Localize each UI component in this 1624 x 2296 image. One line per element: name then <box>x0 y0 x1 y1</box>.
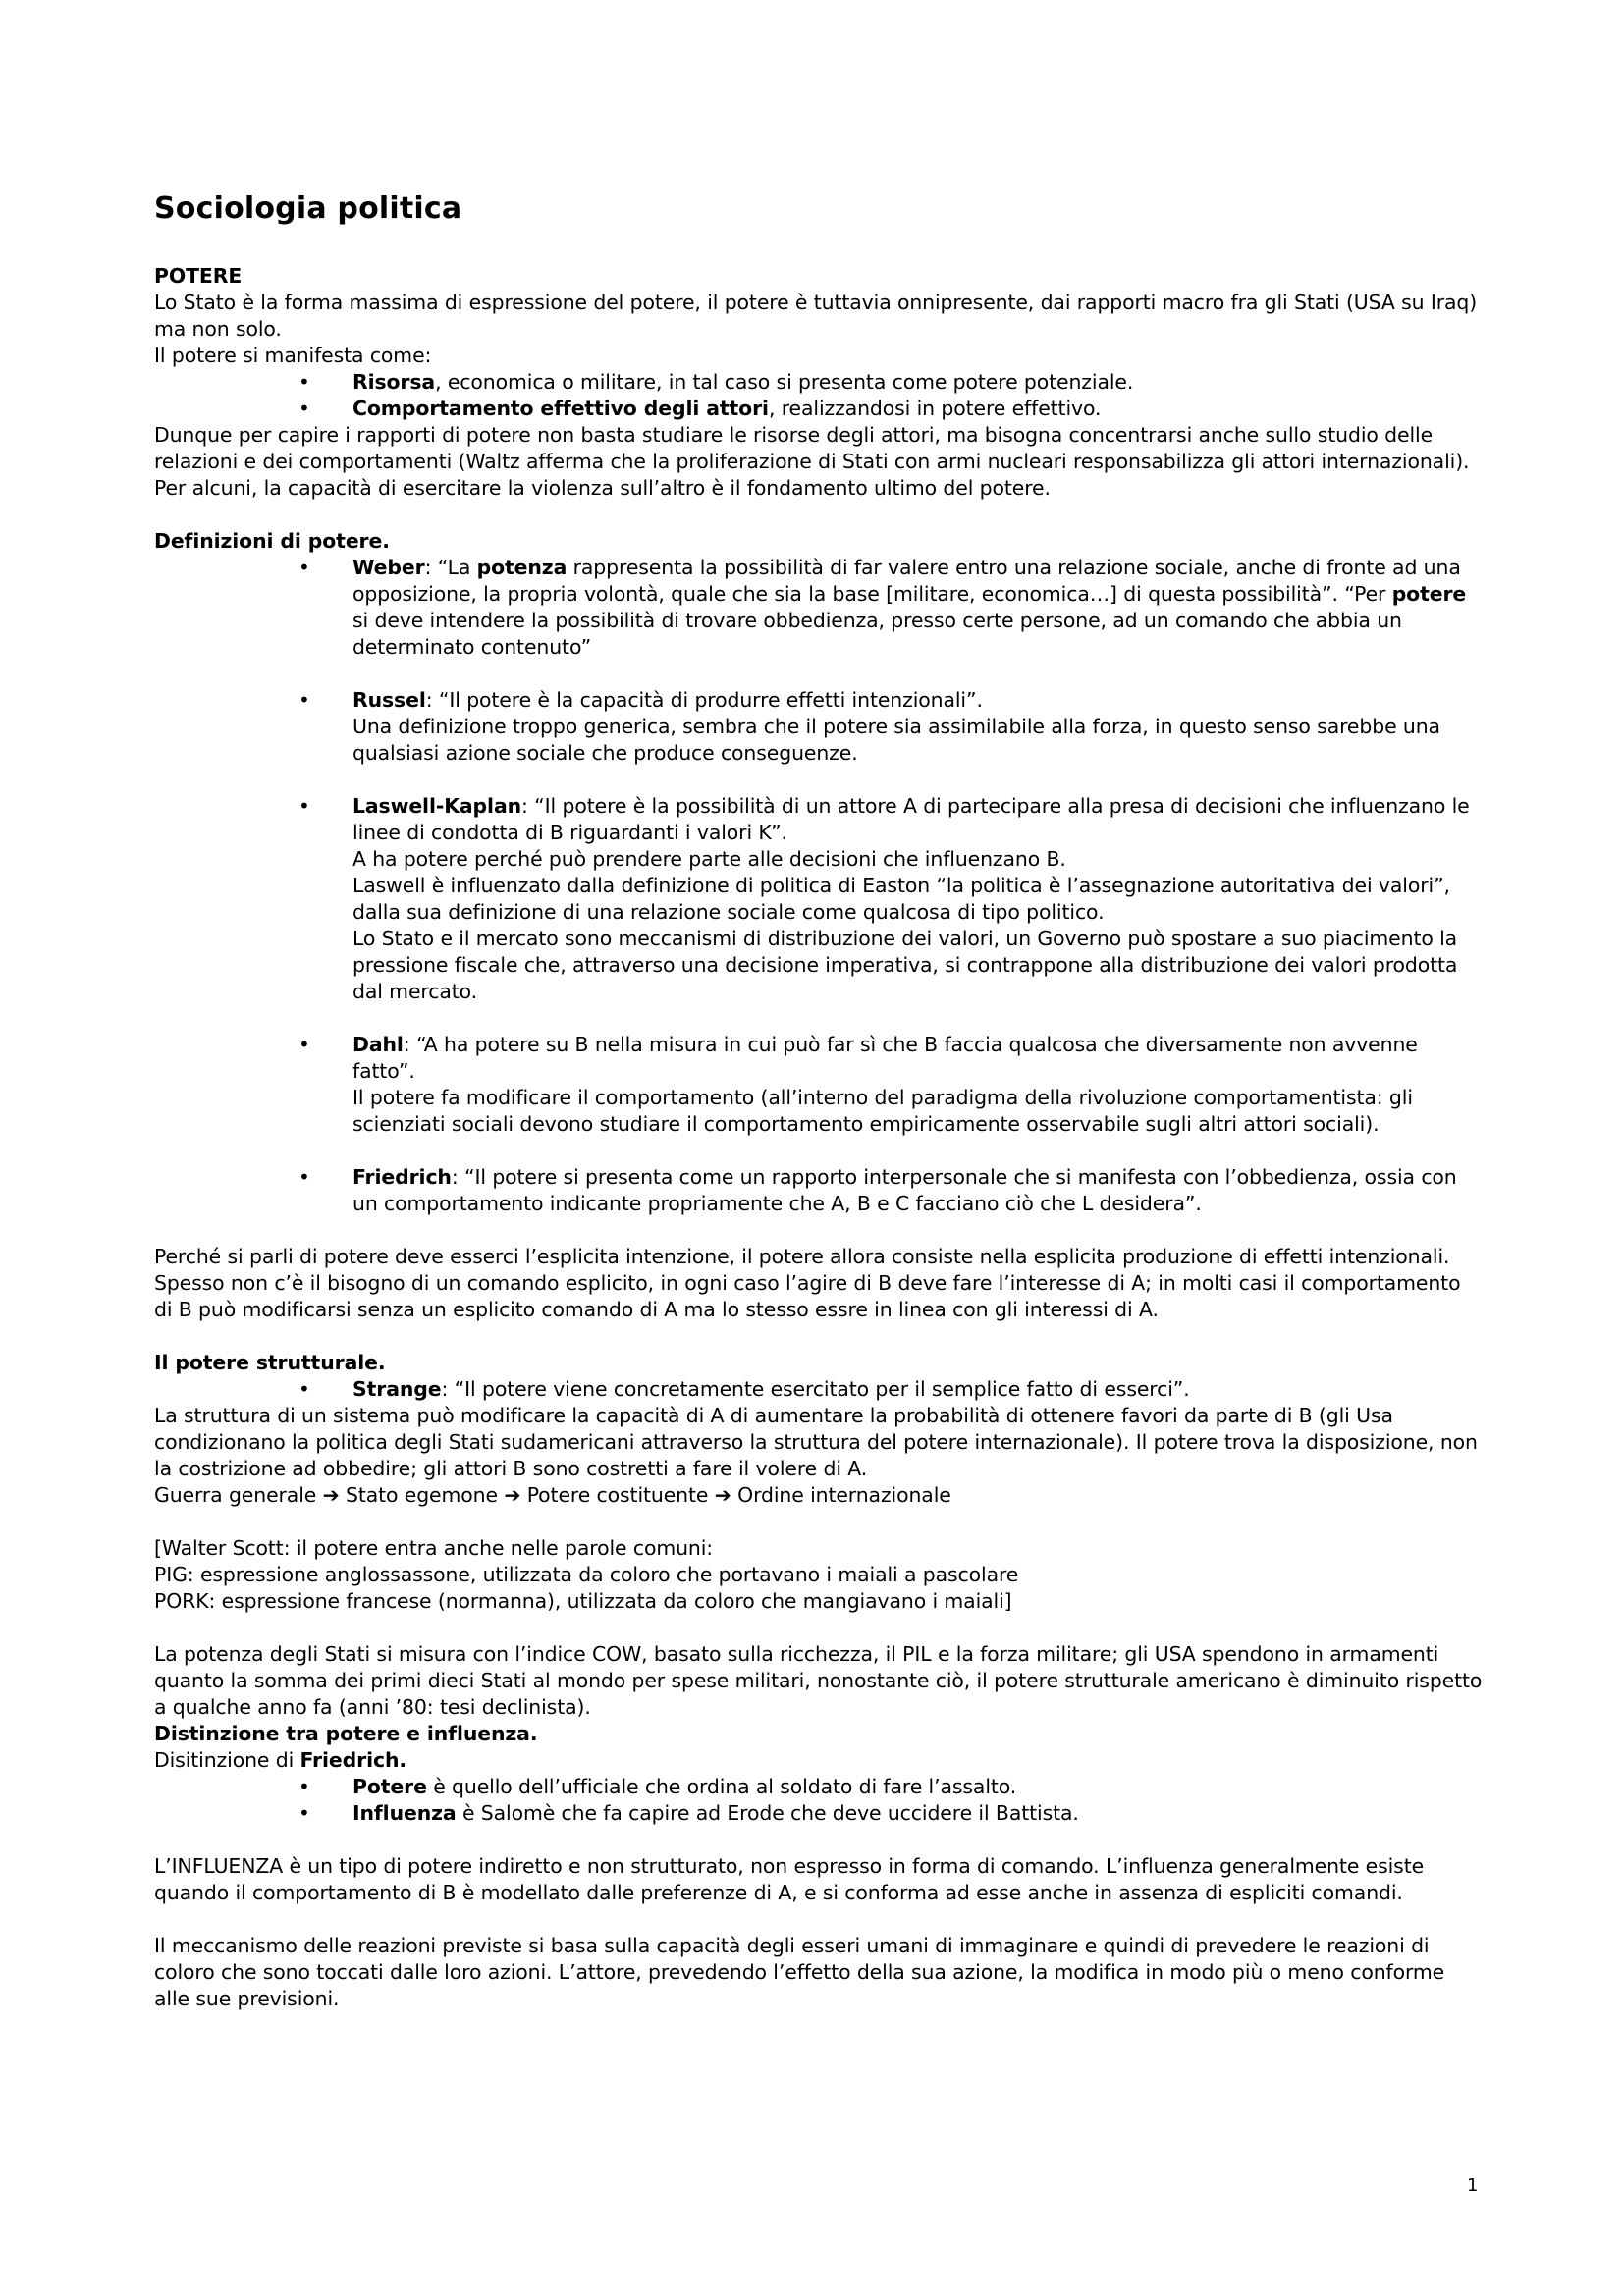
bullet-text: , realizzandosi in potere effettivo. <box>768 397 1102 420</box>
bullet-keyword: Comportamento effettivo degli attori <box>352 397 769 420</box>
list-item <box>154 396 1485 422</box>
bullet-text: è quello dell’ufficiale che ordina al soldato di fare l’assalto. <box>426 1775 1017 1798</box>
author-name: Strange <box>352 1377 442 1401</box>
paragraph: Il meccanismo delle reazioni previste si basa sulla capacità degli esseri umani di immaginare e quindi di prevedere le reazioni di coloro che sono toccati dalle loro azioni. L’attore, prevedendo l’effetto della sua azione, la modifica in modo più o meno conforme alle sue previsioni. <box>154 1934 1445 2010</box>
definition-text: : “A ha potere su B nella misura in cui può far sì che B faccia qualcosa che diversamente non avvenne fatto”. <box>352 1033 1418 1083</box>
definition-keyword: potenza <box>476 556 568 579</box>
definition-keyword: potere <box>1391 582 1467 606</box>
definition-note: Laswell è influenzato dalla definizione di politica di Easton “la politica è l’assegnazione autoritativa dei valori”, dalla sua definizione di una relazione sociale come qualcosa di tipo politico. <box>352 874 1450 924</box>
definition-friedrich <box>154 1164 1485 1217</box>
chain-step: Guerra generale <box>154 1483 317 1507</box>
author-name: Russel <box>352 688 426 712</box>
list-item <box>154 369 1485 396</box>
arrow-right-icon: ➔ <box>714 1483 731 1507</box>
list-item <box>154 1774 1485 1800</box>
author-name: Friedrich. <box>299 1748 407 1772</box>
definition-text: si deve intendere la possibilità di trovare obbedienza, presso certe persone, ad un comando che abbia un determinato contenuto” <box>352 609 1402 659</box>
definition-text: : “Il potere si presenta come un rapporto interpersonale che si manifesta con l’obbedienza, ossia con un comportamento indicante propriamente che A, B e C facciano ciò che L desidera”. <box>352 1165 1457 1215</box>
document-body <box>154 263 1485 2012</box>
definition-text: : “Il potere è la possibilità di un attore A di partecipare alla presa di decisioni che influenzano le linee di condotta di B riguardanti i valori K”. <box>352 794 1470 844</box>
bullet-keyword: Influenza <box>352 1801 457 1825</box>
definition-dahl <box>154 1032 1485 1138</box>
chain-step: Ordine internazionale <box>737 1483 951 1507</box>
definition-text: : “Il potere è la capacità di produrre effetti intenzionali”. <box>425 688 983 712</box>
author-name: Dahl <box>352 1033 404 1056</box>
paragraph: Per alcuni, la capacità di esercitare la violenza sull’altro è il fondamento ultimo del potere. <box>154 476 1051 500</box>
section-heading-distinzione: Distinzione tra potere e influenza. <box>154 1722 538 1745</box>
paragraph: Dunque per capire i rapporti di potere non basta studiare le risorse degli attori, ma bisogna concentrarsi anche sullo studio delle relazioni e dei comportamenti (Waltz afferma che la proliferazione di Stati con armi nucleari responsabilizza gli attori internazionali). <box>154 423 1470 473</box>
author-name: Friedrich <box>352 1165 452 1189</box>
list-item <box>154 1800 1485 1827</box>
paragraph: L’INFLUENZA è un tipo di potere indiretto e non strutturato, non espresso in forma di comando. L’influenza generalmente esiste quando il comportamento di B è modellato dalle preferenze di A, e si conforma ad esse anche in assenza di espliciti comandi. <box>154 1854 1425 1904</box>
bullet-list-distinzione <box>154 1774 1485 1827</box>
causal-chain <box>154 1482 1485 1509</box>
author-name: Laswell-Kaplan <box>352 794 522 818</box>
section-heading-potere: POTERE <box>154 264 243 288</box>
paragraph: Perché si parli di potere deve esserci l’esplicita intenzione, il potere allora consiste nella esplicita produzione di effetti intenzionali. <box>154 1245 1450 1268</box>
paragraph: Lo Stato è la forma massima di espressione del potere, il potere è tuttavia onnipresente, dai rapporti macro fra gli Stati (USA su Iraq) ma non solo. <box>154 291 1478 341</box>
chain-step: Potere costituente <box>526 1483 709 1507</box>
page-number: 1 <box>1467 2175 1479 2196</box>
paragraph: PIG: espressione anglossassone, utilizzata da coloro che portavano i maiali a pascolare <box>154 1563 1019 1586</box>
definition-text: : “Il potere viene concretamente esercitato per il semplice fatto di esserci”. <box>441 1377 1190 1401</box>
definition-note: Lo Stato e il mercato sono meccanismi di distribuzione dei valori, un Governo può spostare a suo piacimento la pressione fiscale che, attraverso una decisione imperativa, si contrappone alla distribuzione dei valori prodotta dal mercato. <box>352 927 1458 1003</box>
definition-weber <box>154 555 1485 661</box>
arrow-right-icon: ➔ <box>504 1483 521 1507</box>
paragraph: PORK: espressione francese (normanna), utilizzata da coloro che mangiavano i maiali] <box>154 1589 1012 1613</box>
bullet-text: è Salomè che fa capire ad Erode che deve uccidere il Battista. <box>456 1801 1079 1825</box>
subheading <box>154 1747 1485 1774</box>
paragraph: La struttura di un sistema può modificare la capacità di A di aumentare la probabilità di ottenere favori da parte di B (gli Usa condizionano la politica degli Stati sudamericani attraverso la struttura del potere internazionale). Il potere trova la disposizione, non la costrizione ad obbedire; gli attori B sono costretti a fare il volere di A. <box>154 1404 1478 1480</box>
arrow-right-icon: ➔ <box>322 1483 340 1507</box>
definition-laswell-kaplan <box>154 793 1485 1005</box>
definition-note: A ha potere perché può prendere parte alle decisioni che influenzano B. <box>352 847 1066 871</box>
chain-step: Stato egemone <box>345 1483 498 1507</box>
bullet-list-strange <box>154 1376 1485 1403</box>
bullet-text: , economica o militare, in tal caso si presenta come potere potenziale. <box>435 370 1134 394</box>
definition-text: : “La <box>424 556 477 579</box>
paragraph: [Walter Scott: il potere entra anche nelle parole comuni: <box>154 1536 714 1560</box>
definition-note: Il potere fa modificare il comportamento (all’interno del paradigma della rivoluzione comportamentista: gli scienziati sociali devono studiare il comportamento empiricamente osservabile sugli altri attori sociali). <box>352 1086 1413 1136</box>
definition-russel <box>154 687 1485 767</box>
subheading-text: Disitinzione di <box>154 1748 300 1772</box>
definition-note: Una definizione troppo generica, sembra che il potere sia assimilabile alla forza, in questo senso sarebbe una qualsiasi azione sociale che produce conseguenze. <box>352 715 1440 765</box>
bullet-list-manifestazioni <box>154 369 1485 422</box>
author-name: Weber <box>352 556 425 579</box>
bullet-keyword: Risorsa <box>352 370 436 394</box>
definition-text: rappresenta la possibilità di far valere entro una relazione sociale, anche di fronte ad una opposizione, la propria volontà, quale che sia la base [militare, economica…] di questa possibilità”. “Per <box>352 556 1461 606</box>
section-heading-strutturale: Il potere strutturale. <box>154 1351 386 1374</box>
bullet-list-definizioni <box>154 555 1485 1217</box>
paragraph: La potenza degli Stati si misura con l’indice COW, basato sulla ricchezza, il PIL e la forza militare; gli USA spendono in armamenti quanto la somma dei primi dieci Stati al mondo per spese militari, nonostante ciò, il potere strutturale americano è diminuito rispetto a qualche anno fa (anni ’80: tesi declinista). <box>154 1642 1483 1719</box>
bullet-keyword: Potere <box>352 1775 427 1798</box>
section-heading-definizioni: Definizioni di potere. <box>154 529 390 553</box>
paragraph: Il potere si manifesta come: <box>154 344 432 367</box>
paragraph: Spesso non c’è il bisogno di un comando esplicito, in ogni caso l’agire di B deve fare l’interesse di A; in molti casi il comportamento di B può modificarsi senza un esplicito comando di A ma lo stesso essre in linea con gli interessi di A. <box>154 1271 1461 1321</box>
document-title: Sociologia politica <box>154 191 462 226</box>
document-page <box>154 191 1485 2012</box>
list-item <box>154 1376 1485 1403</box>
